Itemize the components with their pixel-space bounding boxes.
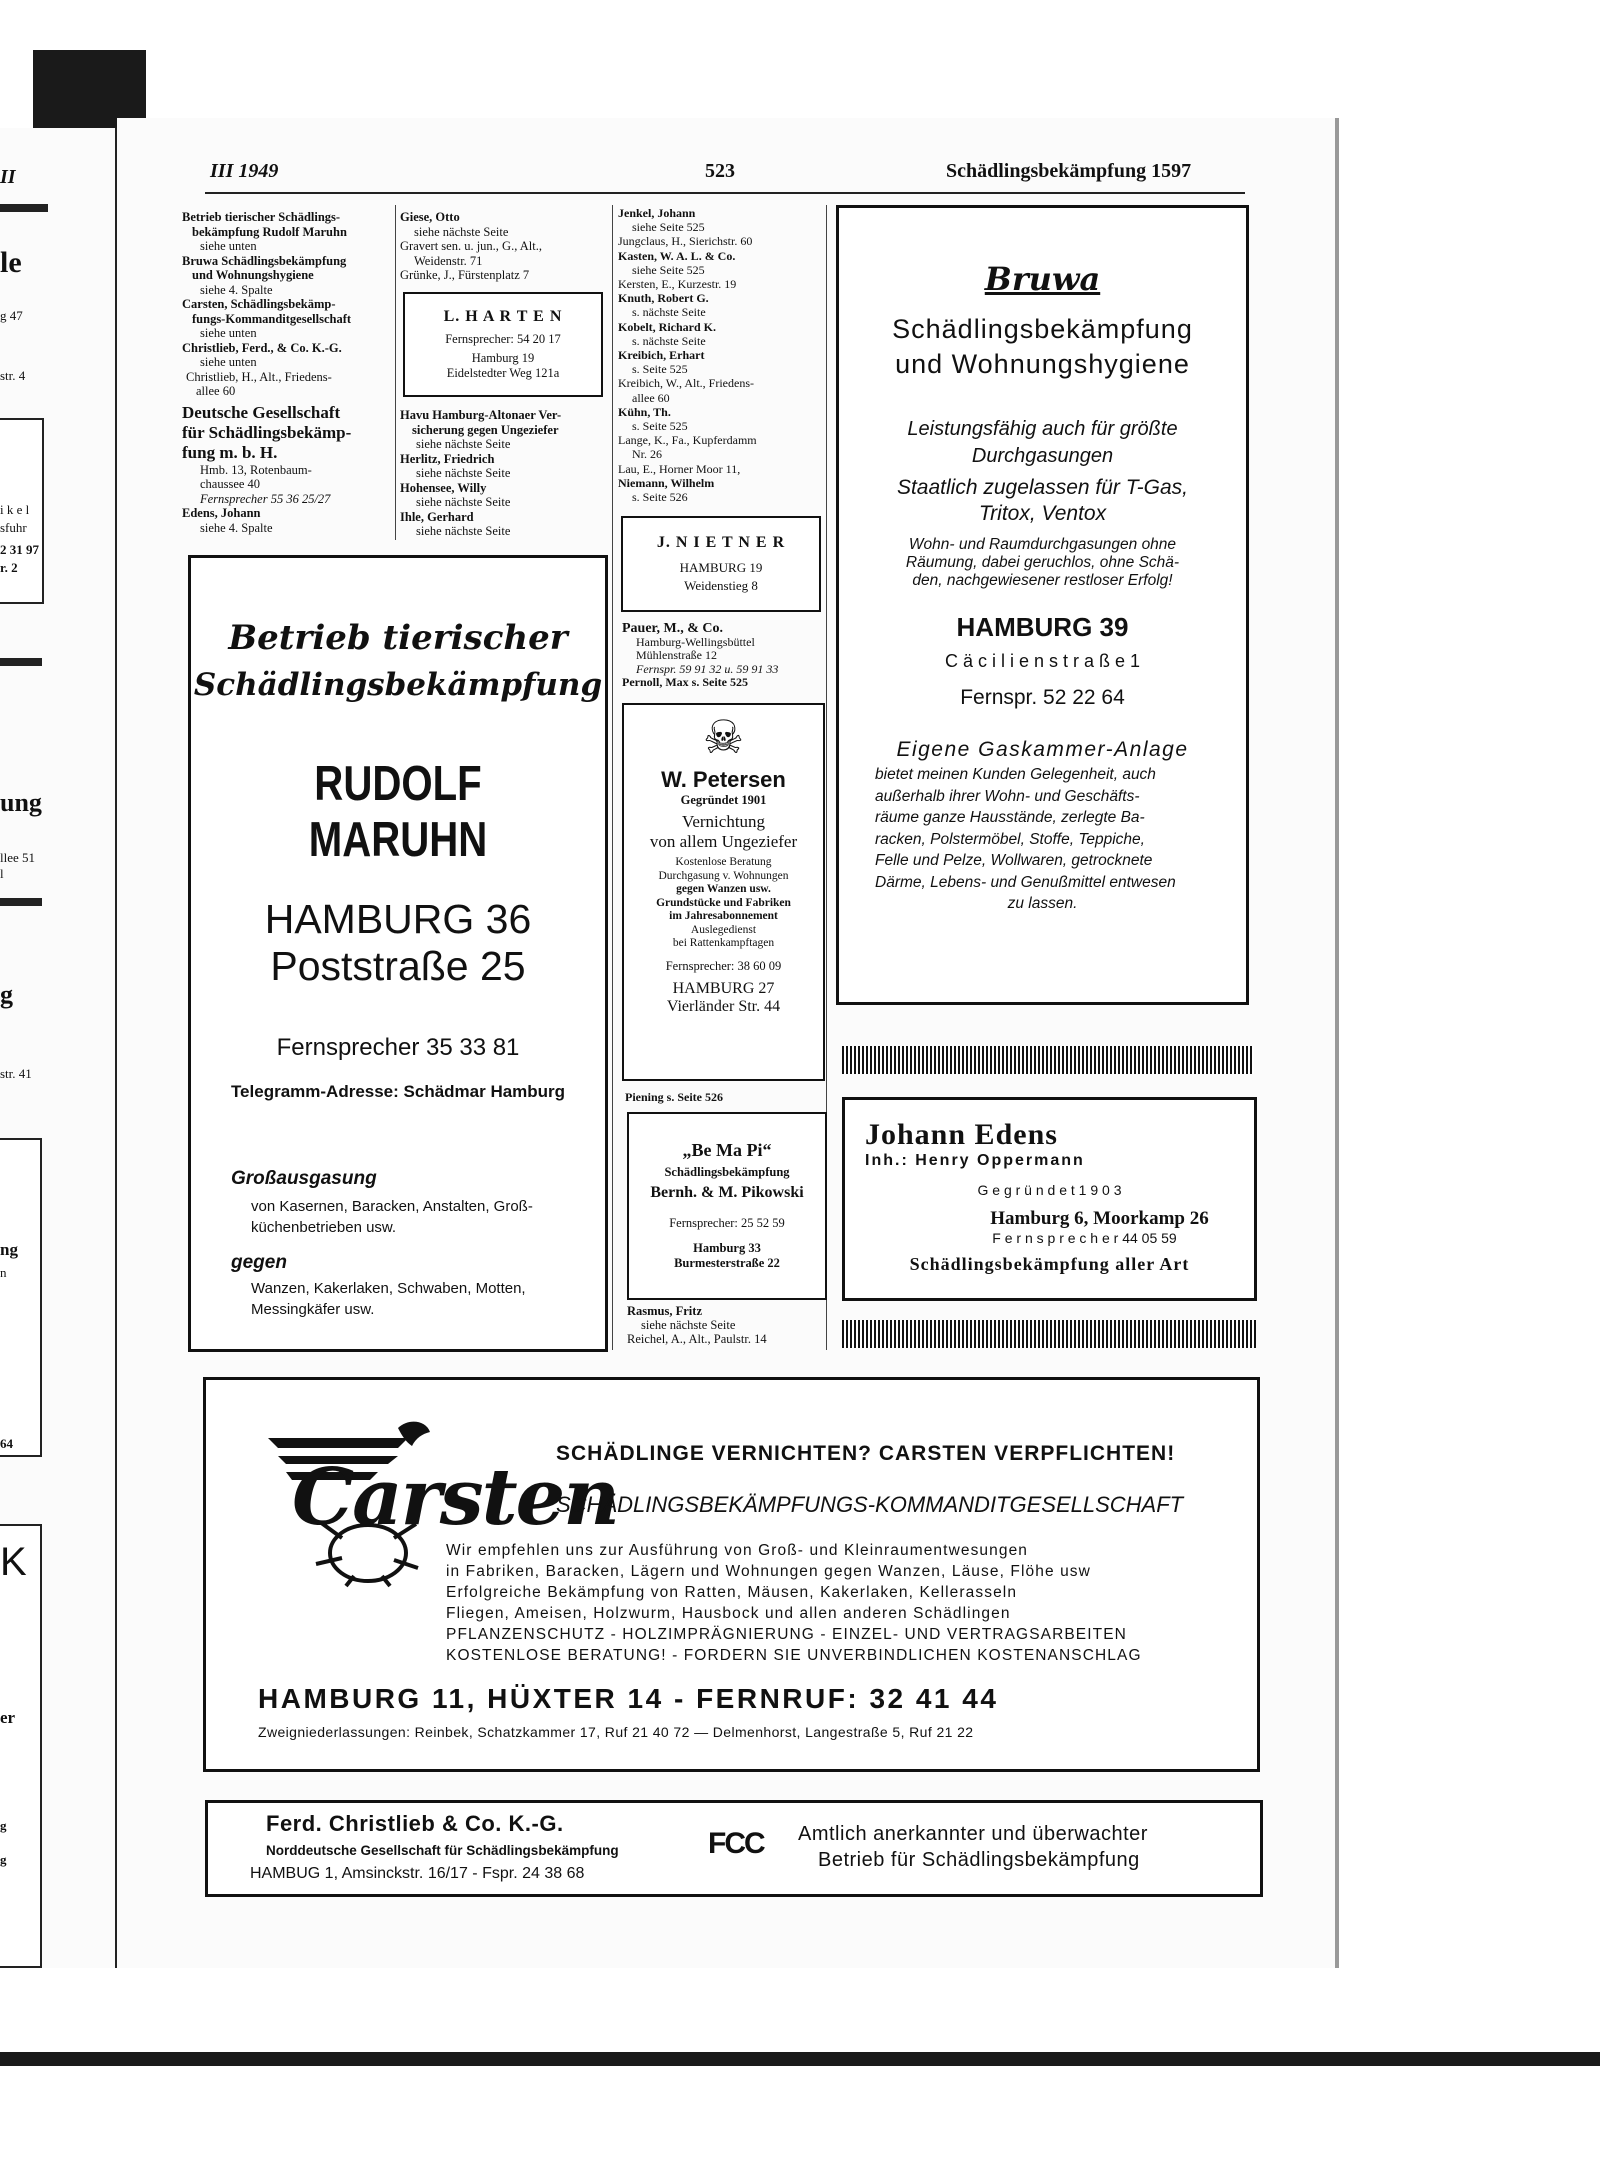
entry-piening: Piening s. Seite 526: [625, 1090, 723, 1104]
bruwa-logo: Bruwa: [984, 260, 1101, 298]
entry-line: s. Seite 525: [632, 362, 688, 377]
petersen-details: [624, 856, 823, 951]
entry-line: Jenkel, Johann: [618, 206, 696, 220]
christlieb-name: Ferd. Christlieb & Co. K.-G.: [266, 1811, 564, 1836]
bruwa-title: und Wohnungshygiene: [895, 349, 1190, 379]
christlieb-claim: Betrieb für Schädlingsbekämpfung: [818, 1849, 1140, 1871]
bruwa-gas-line: bietet meinen Kunden Gelegenheit, auch: [875, 766, 1156, 783]
entry-line: siehe Seite 525: [632, 220, 705, 235]
entry-line: fung m. b. H.: [182, 442, 278, 462]
entry-line: s. Seite 525: [632, 419, 688, 434]
bruwa-line: Durchgasungen: [971, 445, 1114, 467]
entry-line: Nr. 26: [632, 447, 662, 462]
bemapi-owner: Bernh. & M. Pikowski: [650, 1184, 804, 1201]
left-fragment: 64: [0, 1436, 13, 1451]
column-rule: [395, 205, 396, 540]
christlieb-address: HAMBUG 1, Amsinckstr. 16/17 - Fspr. 24 38 68: [250, 1865, 585, 1882]
petersen-city: HAMBURG 27: [672, 979, 775, 997]
entry-line: siehe nächste Seite: [416, 437, 511, 451]
entry-line: Kreibich, W., Alt., Friedens-: [618, 376, 754, 391]
petersen-founded: Gegründet 1901: [680, 793, 767, 807]
entry-line: s. nächste Seite: [632, 333, 706, 348]
ad-bruwa: [836, 205, 1249, 1005]
left-page-fragment: [0, 128, 118, 1968]
column-rule: [612, 205, 613, 1350]
entry-line: siehe nächste Seite: [416, 524, 511, 538]
edens-name: Johann Edens: [865, 1118, 1058, 1151]
ad-petersen: [622, 703, 825, 1081]
header-rule: [205, 192, 1245, 194]
carsten-line: Wir empfehlen uns zur Ausführung von Groß- und Kleinraumentwesungen: [446, 1542, 1029, 1559]
left-fragment: ng: [0, 1240, 18, 1259]
carsten-text: [446, 1540, 1142, 1666]
entry-line: Grünke, J., Fürstenplatz 7: [400, 268, 530, 282]
entry-line: Mühlenstraße 12: [636, 648, 717, 662]
carsten-headline: SCHÄDLINGE VERNICHTEN? CARSTEN VERPFLICHTEN!: [556, 1442, 1176, 1465]
entry-line: chaussee 40: [200, 477, 261, 491]
carsten-line: Erfolgreiche Bekämpfung von Ratten, Mäusen, Kakerlaken, Kellerasseln: [446, 1584, 1018, 1601]
maruhn-script: Schädlingsbekämpfung: [193, 667, 603, 703]
directory-column-2: [400, 210, 610, 283]
carsten-address: HAMBURG 11, HÜXTER 14 - FERNRUF: 32 41 44: [258, 1683, 999, 1714]
skull-icon: ☠: [702, 712, 745, 763]
maruhn-heading: gegen: [231, 1252, 287, 1273]
petersen-line: Grundstücke und Fabriken: [656, 896, 791, 909]
edens-owner: Inh.: Henry Oppermann: [865, 1152, 1085, 1169]
entry-line: Fernsprecher 55 36 25/27: [200, 491, 331, 506]
edens-founded: G e g r ü n d e t 1 9 0 3: [977, 1182, 1122, 1198]
bruwa-city: HAMBURG 39: [956, 612, 1129, 642]
maruhn-heading: Großausgasung: [231, 1168, 377, 1189]
left-box: [0, 1138, 42, 1457]
bruwa-line: den, nachgewiesener restloser Erfolg!: [912, 572, 1173, 589]
carsten-subtitle: SCHÄDLINGSBEKÄMPFUNGS-KOMMANDITGESELLSCHAFT: [556, 1492, 1184, 1517]
entry-line: siehe 4. Spalte: [200, 282, 273, 297]
entry-line: Knuth, Robert G.: [618, 291, 709, 306]
petersen-line: von allem Ungeziefer: [649, 832, 798, 851]
maruhn-pests-text: [251, 1278, 605, 1320]
carsten-line: in Fabriken, Baracken, Lägern und Wohnungen gegen Wanzen, Läuse, Flöhe usw: [446, 1563, 1091, 1580]
bruwa-line: Wohn- und Raumdurchgasungen ohne: [908, 536, 1177, 553]
maruhn-line: von Kasernen, Baracken, Anstalten, Groß-: [251, 1198, 533, 1215]
petersen-line: Kostenlose Beratung: [675, 856, 772, 868]
maruhn-phone: Fernsprecher 35 33 81: [276, 1034, 520, 1061]
edens-address: Hamburg 6, Moorkamp 26: [990, 1208, 1209, 1229]
bruwa-gas-line: räume ganze Hausstände, zerlegte Ba-: [875, 809, 1145, 826]
left-box: [0, 418, 44, 604]
directory-column-3-end: [627, 1304, 837, 1346]
entry-line: siehe unten: [200, 239, 257, 253]
bruwa-title: Schädlingsbekämpfung: [892, 314, 1193, 344]
entry-line: Rasmus, Fritz: [627, 1304, 702, 1318]
carsten-line: Fliegen, Ameisen, Holzwurm, Hausbock und allen anderen Schädlingen: [446, 1605, 1011, 1622]
entry-line: Christlieb, Ferd., & Co. K.-G.: [182, 340, 342, 355]
left-fragment: II: [0, 166, 16, 188]
section-title: Schädlingsbekämpfung 1597: [946, 160, 1192, 182]
harten-city: Hamburg 19: [471, 351, 535, 365]
bruwa-gas-line: Felle und Pelze, Wollwaren, getrocknete: [875, 852, 1153, 869]
maruhn-script: Betrieb tierischer: [228, 618, 568, 658]
entry-line: Hohensee, Willy: [400, 480, 487, 495]
entry-line: Reichel, A., Alt., Paulstr. 14: [627, 1332, 767, 1346]
bruwa-line: Räumung, dabei geruchlos, ohne Schä-: [905, 554, 1180, 571]
harten-street: Eidelstedter Weg 121a: [446, 366, 560, 380]
ad-edens: [842, 1097, 1257, 1301]
left-fragment: K: [0, 1540, 27, 1584]
page-number: 523: [705, 160, 735, 182]
petersen-line: gegen Wanzen usw.: [676, 883, 771, 895]
left-fragment: er: [0, 1708, 16, 1727]
left-rule: [0, 658, 42, 666]
decorative-hatch: [842, 1046, 1254, 1074]
left-fragment: g: [0, 1852, 7, 1867]
bruwa-phone: Fernspr. 52 22 64: [960, 686, 1125, 709]
entry-line: Lange, K., Fa., Kupferdamm: [618, 433, 757, 448]
nietner-street: Weidenstieg 8: [684, 578, 758, 593]
entry-line: Lau, E., Horner Moor 11,: [618, 461, 741, 476]
entry-line: für Schädlingsbekämp-: [182, 422, 352, 442]
left-fragment: str. 4: [0, 368, 26, 383]
left-fragment: sfuhr: [0, 520, 27, 535]
entry-line: fungs-Kommanditgesellschaft: [192, 311, 352, 326]
bemapi-phone: Fernsprecher: 25 52 59: [669, 1216, 785, 1230]
maruhn-gross-text: [251, 1196, 605, 1238]
directory-column-2-lower: [400, 408, 610, 539]
petersen-line: Vernichtung: [681, 812, 766, 831]
ad-nietner: [621, 516, 821, 612]
harten-name: L. H A R T E N: [443, 308, 563, 325]
petersen-phone: Fernsprecher: 38 60 09: [665, 958, 782, 973]
left-fragment: 2 31 97: [0, 542, 39, 557]
nietner-city: HAMBURG 19: [679, 560, 763, 575]
entry-line: Ihle, Gerhard: [400, 509, 474, 524]
volume-year: III 1949: [210, 160, 279, 182]
entry-line: Pernoll, Max s. Seite 525: [622, 675, 748, 689]
left-fragment: g: [0, 980, 13, 1009]
entry-line: Hamburg-Wellingsbüttel: [636, 634, 755, 649]
carsten-line: KOSTENLOSE BERATUNG! - FORDERN SIE UNVERBINDLICHEN KOSTENANSCHLAG: [446, 1647, 1142, 1664]
maruhn-name: RUDOLF MARUHN: [308, 757, 488, 867]
left-fragment: llee 51: [0, 850, 36, 865]
left-fragment: str. 41: [0, 1066, 32, 1081]
entry-line: siehe Seite 525: [632, 262, 705, 277]
directory-column-3-mid: [622, 622, 832, 690]
entry-line: Hmb. 13, Rotenbaum-: [200, 462, 312, 477]
entry-line: Betrieb tierischer Schädlings-: [182, 210, 341, 224]
bemapi-street: Burmesterstraße 22: [674, 1256, 780, 1270]
entry-line: sicherung gegen Ungeziefer: [412, 422, 559, 437]
bemapi-sub: Schädlingsbekämpfung: [664, 1165, 790, 1179]
entry-line: bekämpfung Rudolf Maruhn: [192, 224, 347, 239]
ad-carsten: [203, 1377, 1260, 1772]
entry-line: Kasten, W. A. L. & Co.: [618, 248, 736, 263]
left-fragment: l: [0, 866, 4, 881]
petersen-line: bei Rattenkampftagen: [672, 937, 775, 949]
petersen-line: Auslegedienst: [690, 923, 757, 936]
bruwa-gas-headline: Eigene Gaskammer-Anlage: [896, 738, 1189, 761]
entry-line: Kobelt, Richard K.: [618, 319, 716, 334]
entry-line: Kersten, E., Kurzestr. 19: [618, 277, 737, 292]
nietner-name: J. N I E T N E R: [656, 534, 786, 551]
bruwa-gas-text: [839, 762, 1246, 915]
entry-line: Havu Hamburg-Altonaer Ver-: [400, 408, 562, 422]
bruwa-gas-line: außerhalb ihrer Wohn- und Geschäfts-: [875, 787, 1140, 805]
ad-maruhn: [188, 555, 608, 1352]
entry-line: Gravert sen. u. jun., G., Alt.,: [400, 239, 542, 253]
entry-line: siehe nächste Seite: [416, 466, 511, 480]
maruhn-street: Poststraße 25: [270, 943, 526, 989]
maruhn-telegram: Telegramm-Adresse: Schädmar Hamburg: [230, 1082, 566, 1101]
entry-line: siehe unten: [200, 355, 257, 369]
scan-edge-bottom: [0, 2052, 1600, 2066]
entry-line: allee 60: [632, 390, 670, 405]
entry-line: siehe nächste Seite: [416, 495, 511, 509]
ad-bemapi: [627, 1112, 827, 1300]
directory-column-1: [182, 210, 392, 535]
ad-christlieb: [205, 1800, 1263, 1897]
bemapi-name: „Be Ma Pi“: [682, 1140, 772, 1160]
left-fragment: ung: [0, 788, 42, 817]
bruwa-gas-line: zu lassen.: [1007, 895, 1078, 912]
maruhn-line: Messingkäfer usw.: [251, 1301, 375, 1318]
entry-line: allee 60: [196, 384, 236, 398]
entry-line: Carsten, Schädlingsbekämp-: [182, 297, 336, 311]
petersen-name: W. Petersen: [661, 767, 786, 792]
christlieb-logo: FCC: [708, 1827, 764, 1860]
maruhn-city: HAMBURG 36: [264, 896, 532, 942]
entry-line: Edens, Johann: [182, 506, 261, 520]
entry-line: Deutsche Gesellschaft: [182, 402, 341, 422]
left-fragment: i k e l: [0, 502, 30, 517]
christlieb-claim: Amtlich anerkannter und überwachter: [798, 1823, 1148, 1845]
entry-line: Fernspr. 59 91 32 u. 59 91 33: [636, 661, 779, 676]
left-fragment: g: [0, 1818, 7, 1833]
entry-line: siehe nächste Seite: [414, 224, 509, 239]
entry-line: s. Seite 526: [632, 490, 688, 505]
edens-phone: F e r n s p r e c h e r 44 05 59: [992, 1230, 1177, 1246]
entry-line: Kreibich, Erhart: [618, 348, 705, 363]
edens-tagline: Schädlingsbekämpfung aller Art: [909, 1254, 1190, 1274]
entry-line: Niemann, Wilhelm: [618, 475, 715, 490]
christlieb-sub: Norddeutsche Gesellschaft für Schädlingsbekämpfung: [266, 1843, 619, 1858]
directory-column-3: [618, 206, 828, 504]
carsten-line: PFLANZENSCHUTZ - HOLZIMPRÄGNIERUNG - EINZEL- UND VERTRAGSARBEITEN: [446, 1626, 1127, 1643]
entry-line: Jungclaus, H., Sierichstr. 60: [618, 234, 753, 249]
petersen-line: im Jahresabonnement: [669, 910, 778, 922]
left-box: [0, 1524, 42, 1968]
entry-line: siehe nächste Seite: [641, 1318, 736, 1332]
entry-line: Herlitz, Friedrich: [400, 451, 495, 466]
entry-line: Christlieb, H., Alt., Friedens-: [186, 369, 332, 384]
carsten-branches: Zweigniederlassungen: Reinbek, Schatzkammer 17, Ruf 21 40 72 — Delmenhorst, Langestraße 5, Ruf 21 22: [258, 1724, 974, 1740]
petersen-street: Vierländer Str. 44: [666, 997, 781, 1015]
entry-line: siehe 4. Spalte: [200, 520, 273, 535]
bemapi-city: Hamburg 33: [693, 1241, 761, 1255]
entry-line: Giese, Otto: [400, 210, 460, 224]
left-fragment: le: [0, 246, 22, 279]
maruhn-line: Wanzen, Kakerlaken, Schwaben, Motten,: [251, 1280, 526, 1297]
entry-line: Kühn, Th.: [618, 404, 671, 419]
bruwa-line: Staatlich zugelassen für T-Gas,: [896, 476, 1189, 499]
bruwa-line: Leistungsfähig auch für größte: [907, 418, 1178, 440]
entry-line: Weidenstr. 71: [414, 253, 483, 268]
decorative-hatch: [842, 1320, 1256, 1348]
entry-line: und Wohnungshygiene: [192, 268, 314, 282]
entry-deutsche-gesellschaft: [182, 403, 392, 463]
petersen-line: Durchgasung v. Wohnungen: [658, 869, 789, 882]
entry-line: Pauer, M., & Co.: [622, 621, 723, 636]
entry-line: siehe unten: [200, 326, 257, 340]
harten-phone: Fernsprecher: 54 20 17: [445, 332, 561, 346]
left-fragment: g 47: [0, 308, 23, 323]
left-rule: [0, 204, 48, 212]
left-rule: [0, 898, 42, 906]
left-fragment: r. 2: [0, 560, 18, 575]
entry-line: Bruwa Schädlingsbekämpfung: [182, 253, 347, 268]
carsten-logo: Carsten: [292, 1452, 618, 1543]
left-fragment: n: [0, 1265, 7, 1280]
bruwa-gas-line: Därme, Lebens- und Genußmittel entwesen: [875, 873, 1176, 891]
bruwa-line: Tritox, Ventox: [978, 502, 1107, 525]
bruwa-street: C ä c i l i e n s t r a ß e 1: [944, 651, 1141, 671]
entry-line: s. nächste Seite: [632, 305, 706, 320]
ad-harten: [403, 292, 603, 397]
bruwa-gas-line: racken, Polstermöbel, Stoffe, Teppiche,: [875, 830, 1145, 848]
maruhn-line: küchenbetrieben usw.: [251, 1219, 397, 1236]
